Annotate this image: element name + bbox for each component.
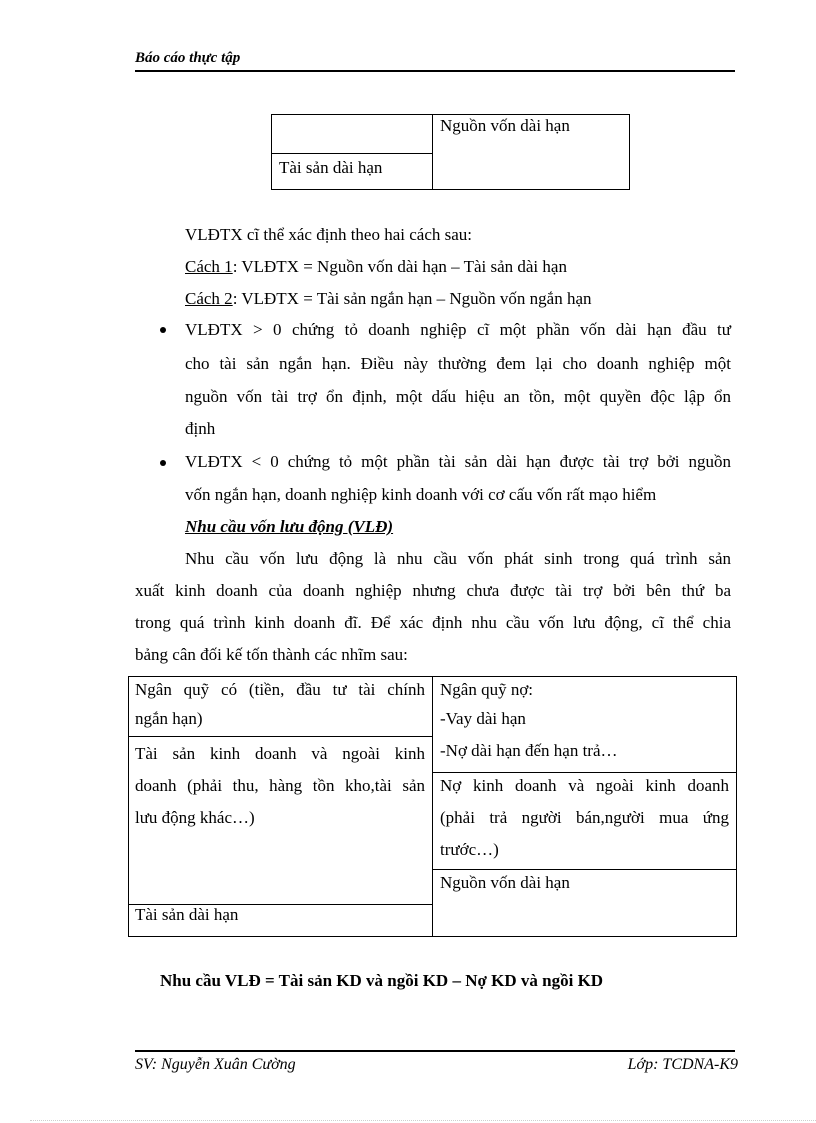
table2-left2-line: doanh (phải thu, hàng tồn kho,tài sản: [135, 776, 425, 795]
bullet1-line: cho tài sản ngắn hạn. Điều này thường đem lại cho doanh nghiệp một: [185, 354, 731, 373]
intro-text: VLĐTX cĩ thể xác định theo hai cách sau:: [185, 225, 473, 244]
bullet2-line: vốn ngắn hạn, doanh nghiệp kinh doanh với cơ cấu vốn rất mạo hiểm: [185, 485, 657, 504]
method-2: [185, 289, 592, 309]
header-rule: [135, 70, 735, 72]
footer-student: SV: Nguyễn Xuân Cường: [135, 1056, 296, 1073]
table2-right1-line: -Nợ dài hạn đến hạn trả…: [440, 741, 618, 760]
bullet1-line: VLĐTX > 0 chứng tỏ doanh nghiệp cĩ một phần vốn dài hạn đầu tư: [185, 320, 731, 339]
table2-right2-line: trước…): [440, 840, 499, 859]
paragraph-line: xuất kinh doanh của doanh nghiệp nhưng chưa được tài trợ bởi bên thứ ba: [135, 581, 731, 600]
paragraph-line: bảng cân đối kế tốn thành các nhĩm sau:: [135, 645, 408, 664]
page-edge-divider: [30, 1120, 816, 1121]
bullet2-line: VLĐTX < 0 chứng tỏ một phần tài sản dài hạn được tài trợ bởi nguồn: [185, 452, 731, 471]
table2-right3: Nguồn vốn dài hạn: [440, 873, 570, 892]
table2-right2-line: Nợ kinh doanh và ngoài kinh doanh: [440, 776, 729, 795]
bullet-dot: [160, 327, 166, 333]
page-header-title: Báo cáo thực tập: [135, 50, 241, 66]
table2-left1-line: ngắn hạn): [135, 709, 203, 728]
table1-left-bottom: Tài sản dài hạn: [279, 158, 383, 177]
table2-right1-line: Ngân quỹ nợ:: [440, 680, 534, 699]
formula: Nhu cầu VLĐ = Tài sản KD và ngồi KD – Nợ KD và ngồi KD: [160, 971, 604, 990]
section-heading: Nhu cầu vốn lưu động (VLĐ): [185, 517, 394, 536]
footer-rule: [135, 1050, 735, 1052]
method-1-text: : VLĐTX = Nguồn vốn dài hạn – Tài sản dài hạn: [232, 257, 567, 276]
method-1: [185, 257, 567, 277]
table2-right2-line: (phải trả người bán,người mua ứng: [440, 808, 729, 827]
bullet1-line: nguồn vốn tài trợ ổn định, một dấu hiệu an tồn, một quyền độc lập ổn: [185, 387, 731, 406]
table2-left2-line: lưu động khác…): [135, 808, 255, 827]
paragraph-line: trong quá trình kinh doanh đĩ. Để xác định nhu cầu vốn lưu động, cĩ thể chia: [135, 613, 731, 632]
table2-left3: Tài sản dài hạn: [135, 905, 239, 924]
method-2-label: Cách 2: [185, 289, 233, 308]
paragraph-line: Nhu cầu vốn lưu động là nhu cầu vốn phát sinh trong quá trình sản: [185, 549, 731, 568]
method-1-label: Cách 1: [185, 257, 233, 276]
bullet-dot: [160, 460, 166, 466]
method-2-text: : VLĐTX = Tài sản ngắn hạn – Nguồn vốn ngắn hạn: [232, 289, 592, 308]
table1-right-top: Nguồn vốn dài hạn: [440, 116, 570, 135]
table2-right1-line: -Vay dài hạn: [440, 709, 526, 728]
footer-class: Lớp: TCDNA-K9: [627, 1056, 738, 1073]
table2-left1-line: Ngân quỹ có (tiền, đầu tư tài chính: [135, 680, 425, 699]
table2-left2-line: Tài sản kinh doanh và ngoài kinh: [135, 744, 425, 763]
bullet1-line: định: [185, 419, 216, 438]
